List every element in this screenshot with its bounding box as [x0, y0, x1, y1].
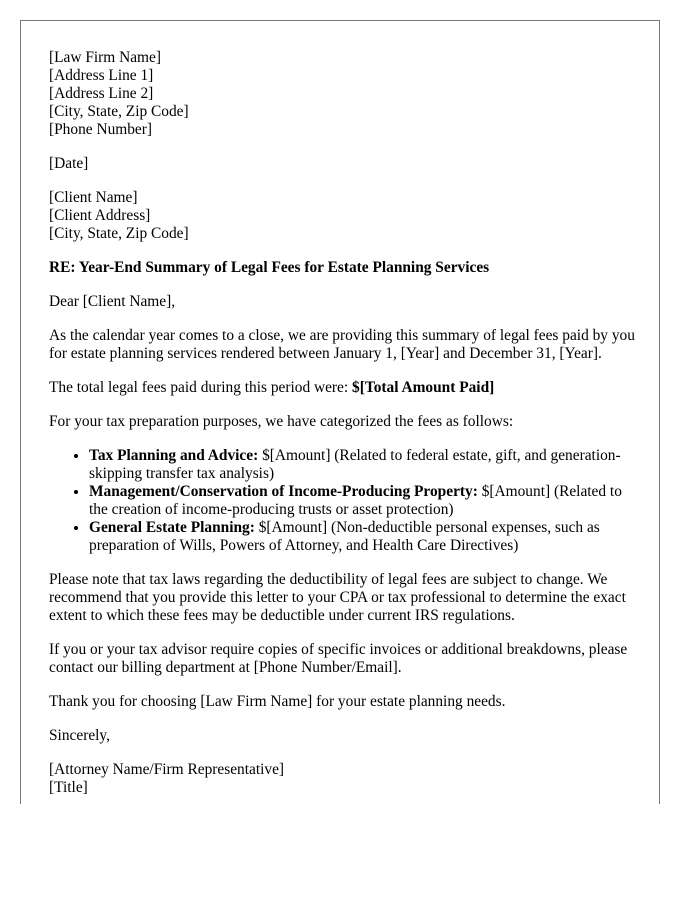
sender-address-line-2: [Address Line 2]	[49, 85, 154, 102]
list-item	[89, 447, 635, 483]
category-name: General Estate Planning:	[89, 519, 255, 536]
sender-address-line-1: [Address Line 1]	[49, 67, 154, 84]
category-name: Management/Conservation of Income-Producing Property:	[89, 483, 478, 500]
recipient-address: [Client Address]	[49, 207, 151, 224]
sender-firm-name: [Law Firm Name]	[49, 49, 161, 66]
contact-paragraph: If you or your tax advisor require copies of specific invoices or additional breakdowns, please contact our billing department at [Phone Number/Email].	[49, 641, 628, 676]
recipient-name: [Client Name]	[49, 189, 138, 206]
signature-block	[49, 761, 635, 797]
category-detail: $[Amount] (Related to the creation of income-producing trusts or asset protection)	[89, 483, 622, 518]
sender-city-state-zip: [City, State, Zip Code]	[49, 103, 189, 120]
list-item	[89, 483, 635, 519]
date-block	[49, 155, 635, 173]
letter-page	[20, 20, 660, 804]
sender-address-block	[49, 49, 635, 139]
tax-note-paragraph: Please note that tax laws regarding the deductibility of legal fees are subject to change. We recommend that you provide this letter to your CPA or tax professional to determine the exact extent to which these fees may be deductible under current IRS regulations.	[49, 571, 626, 624]
category-name: Tax Planning and Advice:	[89, 447, 259, 464]
total-fees-label: The total legal fees paid during this period were:	[49, 379, 353, 396]
subject-line: RE: Year-End Summary of Legal Fees for Estate Planning Services	[49, 259, 490, 276]
signature-title: [Title]	[49, 779, 88, 796]
thanks-paragraph: Thank you for choosing [Law Firm Name] for your estate planning needs.	[49, 693, 506, 710]
total-fees-paragraph	[49, 379, 635, 397]
categories-intro: For your tax preparation purposes, we have categorized the fees as follows:	[49, 413, 514, 430]
letter-date: [Date]	[49, 155, 89, 172]
category-detail: $[Amount] (Related to federal estate, gift, and generation-skipping transfer tax analysis)	[89, 447, 621, 482]
recipient-address-block	[49, 189, 635, 243]
signature-name: [Attorney Name/Firm Representative]	[49, 761, 285, 778]
total-fees-amount: $[Total Amount Paid]	[352, 379, 495, 396]
fee-category-list	[49, 447, 635, 555]
salutation: Dear [Client Name],	[49, 293, 176, 310]
letter-body	[49, 49, 635, 804]
sender-phone: [Phone Number]	[49, 121, 153, 138]
closing: Sincerely,	[49, 727, 110, 744]
list-item	[89, 519, 635, 555]
category-detail: $[Amount] (Non-deductible personal expenses, such as preparation of Wills, Powers of Attorney, and Health Care Directives)	[89, 519, 600, 554]
recipient-city-state-zip: [City, State, Zip Code]	[49, 225, 189, 242]
intro-paragraph: As the calendar year comes to a close, we are providing this summary of legal fees paid by you for estate planning services rendered between January 1, [Year] and December 31, [Year].	[49, 327, 635, 362]
